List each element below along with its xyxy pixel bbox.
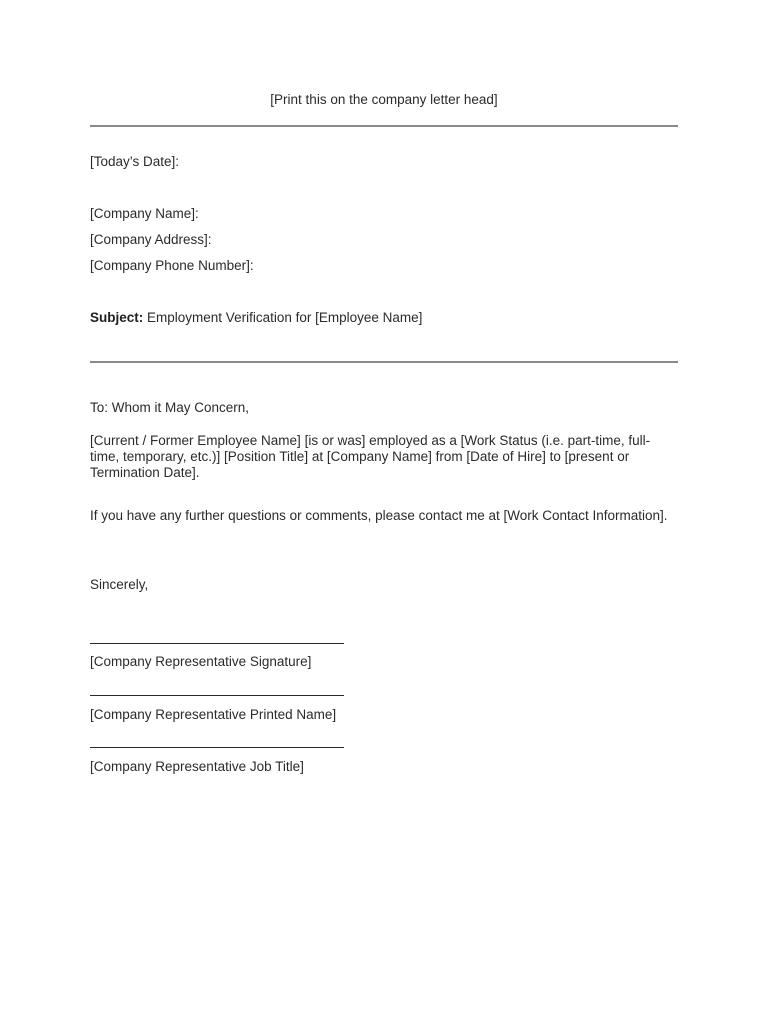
header-divider: [90, 125, 678, 127]
closing: Sincerely,: [90, 577, 149, 592]
subject-divider: [90, 361, 678, 363]
signature-label: [Company Representative Signature]: [90, 654, 312, 669]
company-name-field: [Company Name]:: [90, 206, 199, 221]
letterhead-instruction: [Print this on the company letter head]: [270, 92, 498, 107]
subject-label: Subject:: [90, 310, 144, 325]
company-phone-field: [Company Phone Number]:: [90, 258, 254, 273]
salutation: To: Whom it May Concern,: [90, 400, 250, 415]
company-address-field: [Company Address]:: [90, 232, 212, 247]
employment-paragraph: [Current / Former Employee Name] [is or was] employed as a [Work Status (i.e. part-time, full-time, temporary, etc.)] [Position Title] at [Company Name] from [Date of Hire] to [present or Termination Date].: [90, 433, 651, 480]
subject-text: Employment Verification for [Employee Name]: [147, 310, 423, 325]
todays-date-field: [Today’s Date]:: [90, 154, 180, 169]
printed-name-label: [Company Representative Printed Name]: [90, 707, 337, 722]
subject-line: [90, 310, 422, 325]
contact-paragraph: If you have any further questions or comments, please contact me at [Work Contact Information].: [90, 508, 668, 523]
signature-line: [90, 643, 344, 644]
printed-name-line: [90, 695, 344, 696]
job-title-label: [Company Representative Job Title]: [90, 759, 304, 774]
job-title-line: [90, 747, 344, 748]
